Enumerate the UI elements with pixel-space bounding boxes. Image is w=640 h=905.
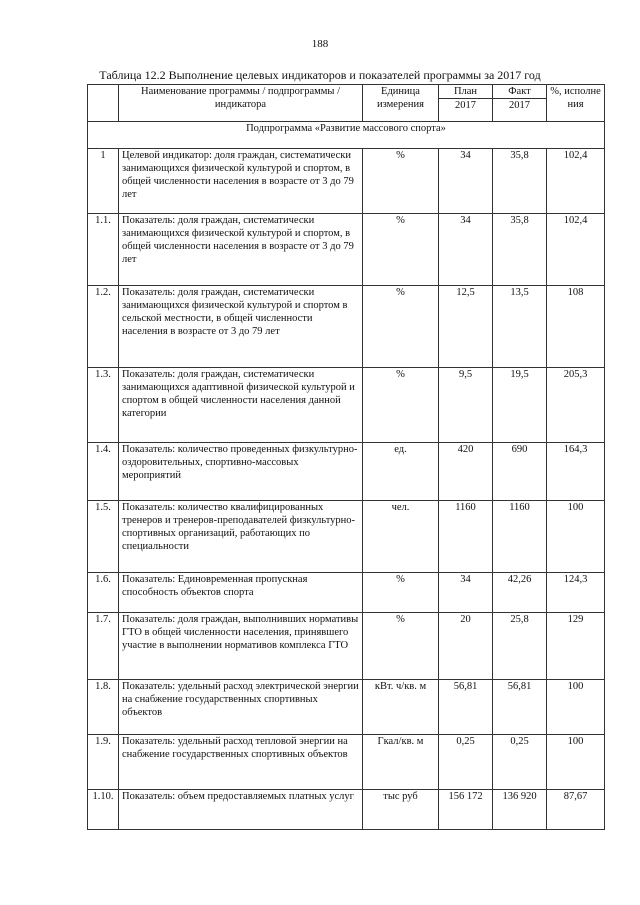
row-fact: 0,25 [493,735,547,790]
row-name: Показатель: доля граждан, систематически занимающихся адаптивной физической культурой и спортом в общей численности населения данной категории [119,368,363,443]
table-row [88,735,605,790]
row-fact: 1160 [493,501,547,573]
row-name: Показатель: количество квалифицированных тренеров и тренеров-преподавателей физкультурно-спортивных организаций, работающих по специальности [119,501,363,573]
row-percent: 205,3 [547,368,605,443]
row-number: 1.6. [88,573,119,613]
table-row [88,790,605,830]
row-percent: 87,67 [547,790,605,830]
row-plan: 56,81 [439,680,493,735]
row-plan: 12,5 [439,286,493,368]
table-row [88,573,605,613]
row-fact: 25,8 [493,613,547,680]
page-number: 188 [311,38,329,50]
row-fact: 136 920 [493,790,547,830]
header-plan-year: 2017 [439,99,493,122]
row-unit: ед. [363,443,439,501]
row-number: 1.8. [88,680,119,735]
row-percent: 100 [547,735,605,790]
row-fact: 13,5 [493,286,547,368]
row-name: Показатель: количество проведенных физкультурно-оздоровительных, спортивно-массовых мероприятий [119,443,363,501]
header-fact: Факт [493,85,547,99]
subprogram-row [88,122,605,149]
table-row [88,214,605,286]
row-plan: 1160 [439,501,493,573]
row-name: Показатель: доля граждан, систематически занимающихся физической культурой и спортом, в общей численности населения в возрасте от 3 до 79 лет [119,214,363,286]
header-unit: Единица измерения [363,85,439,122]
row-name: Показатель: удельный расход электрической энергии на снабжение государственных спортивных объектов [119,680,363,735]
row-number: 1.7. [88,613,119,680]
row-plan: 156 172 [439,790,493,830]
row-unit: тыс руб [363,790,439,830]
header-number [88,85,119,122]
header-fact-year: 2017 [493,99,547,122]
header-name: Наименование программы / подпрограммы / индикатора [119,85,363,122]
table-title: Таблица 12.2 Выполнение целевых индикаторов и показателей программы за 2017 год [99,68,541,82]
row-fact: 690 [493,443,547,501]
subprogram-title: Подпрограмма «Развитие массового спорта» [88,122,605,149]
row-name: Показатель: доля граждан, систематически занимающихся физической культурой и спортом в сельской местности, в общей численности населения в возрасте от 3 до 79 лет [119,286,363,368]
row-plan: 34 [439,149,493,214]
row-number: 1.4. [88,443,119,501]
row-number: 1.1. [88,214,119,286]
row-unit: чел. [363,501,439,573]
row-unit: % [363,613,439,680]
row-fact: 42,26 [493,573,547,613]
row-plan: 420 [439,443,493,501]
table-row [88,149,605,214]
row-unit: кВт. ч/кв. м [363,680,439,735]
row-number: 1.5. [88,501,119,573]
table-body [88,122,605,830]
row-unit: % [363,368,439,443]
row-unit: % [363,286,439,368]
row-fact: 56,81 [493,680,547,735]
row-name: Показатель: удельный расход тепловой энергии на снабжение государственных спортивных объектов [119,735,363,790]
row-percent: 100 [547,680,605,735]
row-percent: 100 [547,501,605,573]
row-plan: 9,5 [439,368,493,443]
row-name: Целевой индикатор: доля граждан, систематически занимающихся физической культурой и спортом, в общей численности населения в возрасте от 3 до 79 лет [119,149,363,214]
table-row [88,443,605,501]
row-percent: 102,4 [547,214,605,286]
header-plan: План [439,85,493,99]
row-fact: 35,8 [493,214,547,286]
row-fact: 35,8 [493,149,547,214]
table-row [88,501,605,573]
row-name: Показатель: Единовременная пропускная способность объектов спорта [119,573,363,613]
table-row [88,613,605,680]
row-plan: 34 [439,573,493,613]
row-percent: 108 [547,286,605,368]
row-fact: 19,5 [493,368,547,443]
row-number: 1.3. [88,368,119,443]
row-number: 1.10. [88,790,119,830]
row-number: 1.2. [88,286,119,368]
table-row [88,368,605,443]
row-name: Показатель: объем предоставляемых платных услуг [119,790,363,830]
row-plan: 0,25 [439,735,493,790]
row-plan: 20 [439,613,493,680]
table-row [88,680,605,735]
row-number: 1.9. [88,735,119,790]
row-percent: 164,3 [547,443,605,501]
indicators-table [87,84,605,830]
row-unit: % [363,149,439,214]
table-row [88,286,605,368]
row-plan: 34 [439,214,493,286]
row-number: 1 [88,149,119,214]
row-percent: 102,4 [547,149,605,214]
row-percent: 124,3 [547,573,605,613]
row-unit: % [363,214,439,286]
row-unit: Гкал/кв. м [363,735,439,790]
header-percent: %, исполне ния [547,85,605,122]
header-row [88,85,605,99]
row-unit: % [363,573,439,613]
row-name: Показатель: доля граждан, выполнивших нормативы ГТО в общей численности населения, принявшего участие в выполнении нормативов комплекса ГТО [119,613,363,680]
row-percent: 129 [547,613,605,680]
